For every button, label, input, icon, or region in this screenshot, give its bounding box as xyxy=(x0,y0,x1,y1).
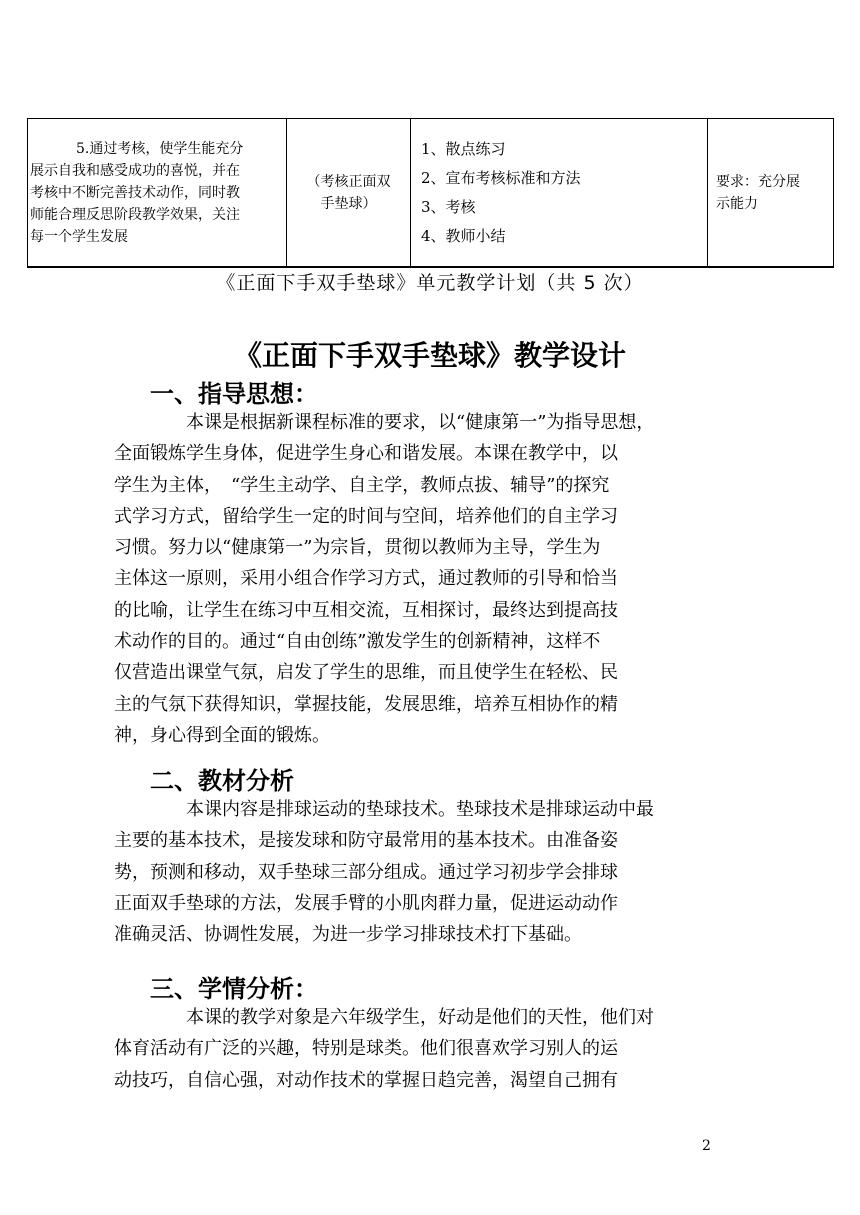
text-line: 本课的教学对象是六年级学生，好动是他们的天性，他们对 xyxy=(186,1007,654,1028)
table-caption: 《正面下手双手垫球》单元教学计划（共 5 次） xyxy=(216,272,644,294)
text-line: 的比喻，让学生在练习中互相交流，互相探讨，最终达到提高技 xyxy=(114,599,618,621)
objective-line: 考核中不断完善技术动作，同时教 xyxy=(30,184,240,201)
text-line: 本课是根据新课程标准的要求，以“健康第一”为指导思想， xyxy=(186,412,655,433)
content-line: （考核正面双 xyxy=(306,173,391,190)
objective-cell xyxy=(28,119,287,268)
step-item: 2、宣布考核标准和方法 xyxy=(421,168,581,187)
requirement-cell xyxy=(708,119,834,268)
step-item: 3、考核 xyxy=(421,197,476,216)
section-paragraph xyxy=(114,794,720,950)
objective-line: 展示自我和感受成功的喜悦，并在 xyxy=(30,162,240,179)
text-line: 准确灵活、协调性发展，为进一步学习排球技术打下基础。 xyxy=(114,924,582,946)
steps-cell xyxy=(411,119,708,268)
step-item: 1、散点练习 xyxy=(421,139,506,158)
objective-line: 5.通过考核，使学生能充分 xyxy=(76,140,244,157)
page-number: 2 xyxy=(702,1138,711,1154)
text-line: 本课内容是排球运动的垫球技术。垫球技术是排球运动中最 xyxy=(186,799,654,820)
page-title: 《正面下手双手垫球》教学设计 xyxy=(233,339,626,372)
section-heading: 一、指导思想： xyxy=(150,380,318,408)
text-line: 学生为主体， “学生主动学、自主学，教师点拔、辅导”的探究 xyxy=(114,474,610,496)
table-row xyxy=(28,119,834,268)
text-line: 势，预测和移动，双手垫球三部分组成。通过学习初步学会排球 xyxy=(114,861,618,883)
step-item: 4、教师小结 xyxy=(421,226,506,245)
text-line: 主体这一原则，采用小组合作学习方式，通过教师的引导和恰当 xyxy=(114,568,618,590)
section-heading: 二、教材分析 xyxy=(150,767,294,795)
unit-plan-table xyxy=(27,118,834,268)
objective-line: 师能合理反思阶段教学效果，关注 xyxy=(30,206,240,223)
text-line: 全面锻炼学生身体，促进学生身心和谐发展。本课在教学中，以 xyxy=(114,443,618,465)
objective-line: 每一个学生发展 xyxy=(30,228,128,245)
content-cell xyxy=(287,119,411,268)
text-line: 习惯。努力以“健康第一”为宗旨，贯彻以教师为主导，学生为 xyxy=(114,537,601,559)
text-line: 术动作的目的。通过“自由创练”激发学生的创新精神，这样不 xyxy=(114,631,601,653)
text-line: 仅营造出课堂气氛，启发了学生的思维，而且使学生在轻松、民 xyxy=(114,662,618,684)
text-line: 体育活动有广泛的兴趣，特别是球类。他们很喜欢学习别人的运 xyxy=(114,1038,618,1060)
text-line: 动技巧，自信心强，对动作技术的掌握日趋完善，渴望自己拥有 xyxy=(114,1069,618,1091)
content-line: 手垫球） xyxy=(320,195,377,212)
requirement-line: 要求：充分展 xyxy=(716,173,800,190)
text-line: 主要的基本技术，是接发球和防守最常用的基本技术。由准备姿 xyxy=(114,830,618,852)
section-paragraph xyxy=(114,407,720,751)
text-line: 主的气氛下获得知识，掌握技能，发展思维，培养互相协作的精 xyxy=(114,693,618,715)
requirement-line: 示能力 xyxy=(716,195,758,212)
section-heading: 三、学情分析： xyxy=(150,975,318,1003)
text-line: 正面双手垫球的方法，发展手臂的小肌肉群力量，促进运动动作 xyxy=(114,892,618,914)
section-paragraph xyxy=(114,1002,720,1096)
text-line: 神，身心得到全面的锻炼。 xyxy=(114,724,330,746)
text-line: 式学习方式，留给学生一定的时间与空间，培养他们的自主学习 xyxy=(114,505,618,527)
